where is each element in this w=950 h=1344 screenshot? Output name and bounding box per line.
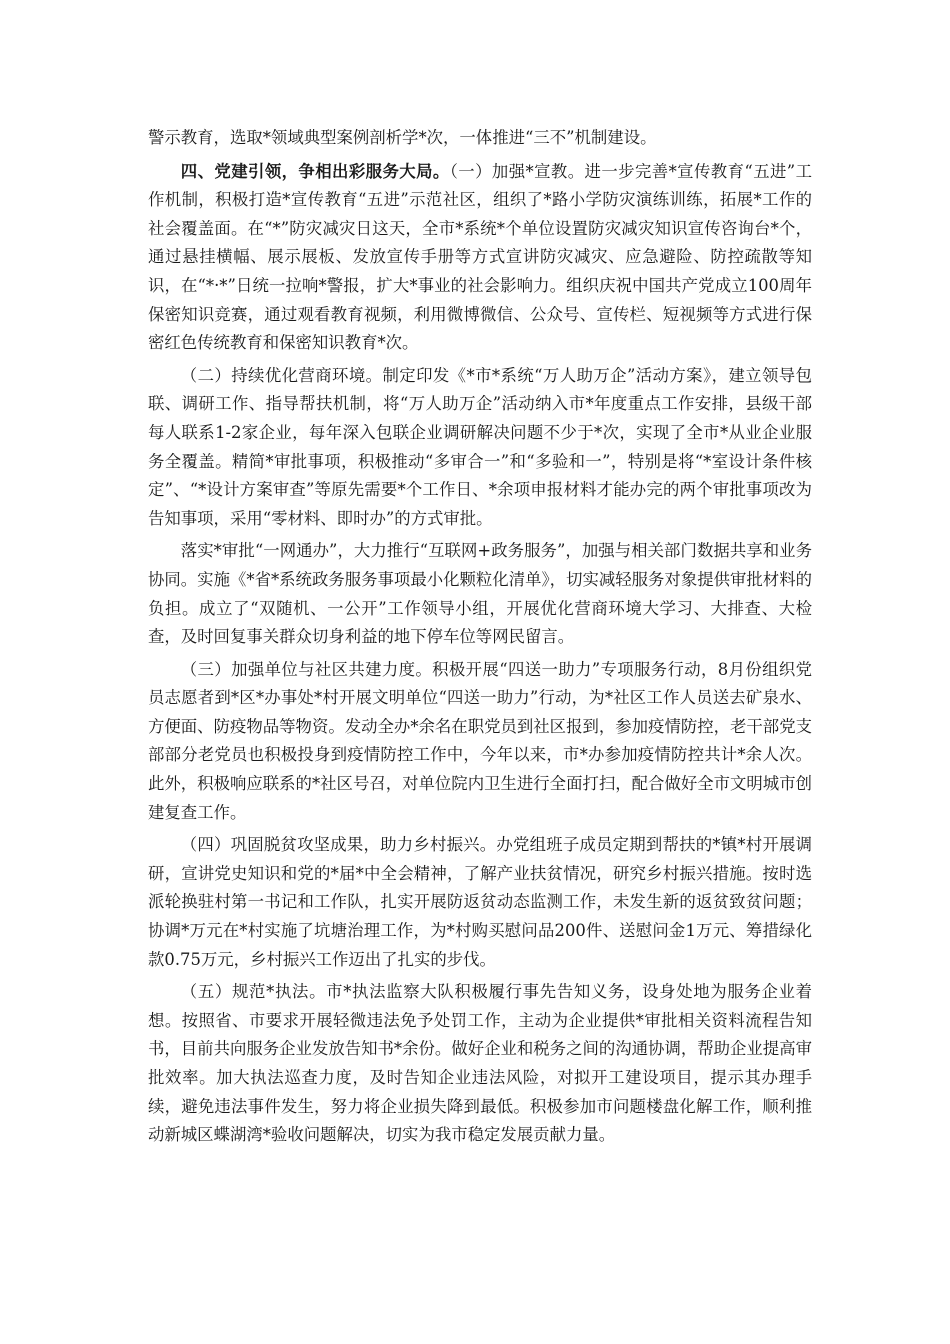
- paragraph-text: （三）加强单位与社区共建力度。积极开展“四送一助力”专项服务行动，8月份组织党员志愿者到*区*办事处*村开展文明单位“四送一助力”行动，为*社区工作人员送去矿泉水、方便面、防疫物品等物资。发动全办*余名在职党员到社区报到，参加疫情防控，老干部党支部部分老党员也积极投身到疫情防控工作中，今年以来，市*办参加疫情防控共计*余人次。此外，积极响应联系的*社区号召，对单位院内卫生进行全面打扫，配合做好全市文明城市创建复查工作。: [148, 659, 812, 822]
- paragraph-rural-revitalization: [148, 831, 812, 974]
- paragraph-section-four: [148, 158, 812, 358]
- paragraph-business-environment: [148, 362, 812, 534]
- paragraph-text: 落实*审批“一网通办”，大力推行“互联网+政务服务”，加强与相关部门数据共享和业务协同。实施《*省*系统政务服务事项最小化颗粒化清单》，切实减轻服务对象提供审批材料的负担。成立了“双随机、一公开”工作领导小组，开展优化营商环境大学习、大排查、大检查，及时回复事关群众切身利益的地下停车位等网民留言。: [148, 541, 812, 647]
- paragraph-continuation: [148, 124, 812, 153]
- paragraph-text: （二）持续优化营商环境。制定印发《*市*系统“万人助万企”活动方案》，建立领导包联、调研工作、指导帮扶机制，将“万人助万企”活动纳入市*年度重点工作安排，县级干部每人联系1-2家企业，每年深入包联企业调研解决问题不少于*次，实现了全市*从业企业服务全覆盖。精简*审批事项，积极推动“多审合一”和“多验和一”，特别是将“*室设计条件核定”、“*设计方案审查”等原先需要*个工作日、*余项申报材料才能办完的两个审批事项改为告知事项，采用“零材料、即时办”的方式审批。: [148, 365, 812, 528]
- paragraph-text: 警示教育，选取*领域典型案例剖析学*次，一体推进“三不”机制建设。: [148, 128, 657, 147]
- paragraph-text: （五）规范*执法。市*执法监察大队积极履行事先告知义务，设身处地为服务企业着想。按照省、市要求开展轻微违法免予处罚工作，主动为企业提供*审批相关资料流程告知书，目前共向服务企业发放告知书*余份。做好企业和税务之间的沟通协调，帮助企业提高审批效率。加大执法巡查力度，及时告知企业违法风险，对拟开工建设项目，提示其办理手续，避免违法事件发生，努力将企业损失降到最低。积极参加市问题楼盘化解工作，顺利推动新城区蝶湖湾*验收问题解决，切实为我市稳定发展贡献力量。: [148, 982, 812, 1145]
- paragraph-online-approval: [148, 537, 812, 651]
- document-body: [148, 124, 812, 1154]
- section-heading: 四、党建引领，争相出彩服务大局。: [180, 161, 450, 181]
- paragraph-text: （一）加强*宣教。进一步完善*宣传教育“五进”工作机制，积极打造*宣传教育“五进”示范社区，组织了*路小学防灾演练训练，拓展*工作的社会覆盖面。在“*”防灾减灾日这天，全市*系统*个单位设置防灾减灾知识宣传咨询台*个，通过悬挂横幅、展示展板、发放宣传手册等方式宣讲防灾减灾、应急避险、防控疏散等知识，在“*·*”日统一拉响*警报，扩大*事业的社会影响力。组织庆祝中国共产党成立100周年保密知识竞赛，通过观看教育视频，利用微博微信、公众号、宣传栏、短视频等方式进行保密红色传统教育和保密知识教育*次。: [148, 161, 812, 353]
- paragraph-law-enforcement: [148, 978, 812, 1150]
- paragraph-community-building: [148, 656, 812, 828]
- paragraph-text: （四）巩固脱贫攻坚成果，助力乡村振兴。办党组班子成员定期到帮扶的*镇*村开展调研，宣讲党史知识和党的*届*中全会精神，了解产业扶贫情况，研究乡村振兴措施。按时选派轮换驻村第一书记和工作队，扎实开展防返贫动态监测工作，未发生新的返贫致贫问题；协调*万元在*村实施了坑塘治理工作，为*村购买慰问品200件、送慰问金1万元、筹措绿化款0.75万元，乡村振兴工作迈出了扎实的步伐。: [148, 835, 812, 969]
